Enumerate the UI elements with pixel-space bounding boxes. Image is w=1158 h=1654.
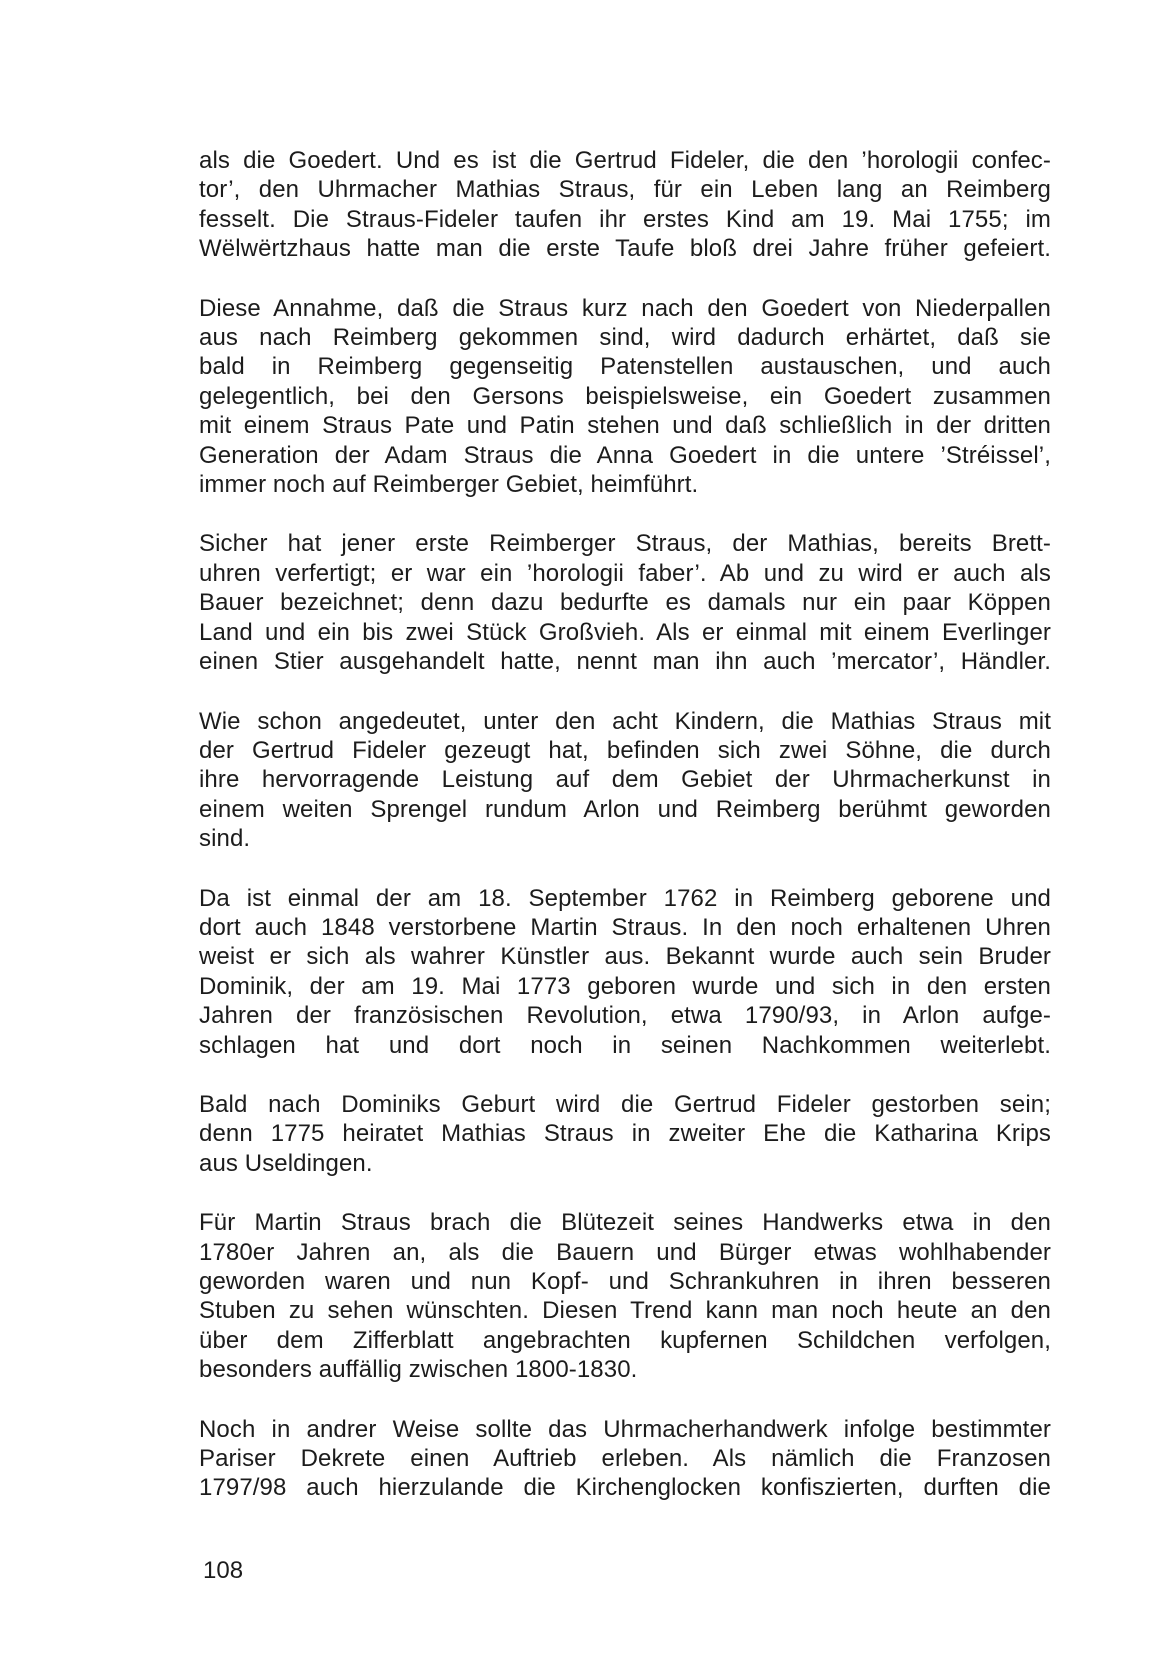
text-line: tor’, den Uhrmacher Mathias Straus, für ein Leben lang an Reimberg — [199, 176, 1051, 204]
text-line: immer noch auf Reimberger Gebiet, heimführt. — [199, 471, 699, 499]
text-line: weist er sich als wahrer Künstler aus. Bekannt wurde auch sein Bruder — [199, 943, 1051, 971]
text-line: sind. — [199, 825, 251, 853]
paragraph-6 — [199, 1090, 1051, 1178]
text-line: der Gertrud Fideler gezeugt hat, befinden sich zwei Söhne, die durch — [199, 736, 1051, 764]
text-line: geworden waren und nun Kopf- und Schrankuhren in ihren besseren — [199, 1268, 1051, 1295]
text-line: Dominik, der am 19. Mai 1773 geboren wurde und sich in den ersten — [199, 972, 1051, 1000]
paragraph-1 — [199, 146, 1051, 264]
text-line: über dem Zifferblatt angebrachten kupfernen Schildchen verfolgen, — [199, 1326, 1051, 1354]
paragraph-2 — [199, 294, 1051, 500]
text-line: Sicher hat jener erste Reimberger Straus, der Mathias, bereits Brett- — [199, 530, 1051, 558]
body-text — [199, 146, 1051, 1533]
text-line: Diese Annahme, daß die Straus kurz nach den Goedert von Niederpallen — [199, 294, 1051, 322]
text-line: einem weiten Sprengel rundum Arlon und Reimberg berühmt geworden — [199, 795, 1051, 823]
text-line: Jahren der französischen Revolution, etwa 1790/93, in Arlon aufge- — [199, 1002, 1051, 1030]
text-line: einen Stier ausgehandelt hatte, nennt man ihn auch ’mercator’, Händler. — [199, 648, 1051, 676]
paragraph-3 — [199, 529, 1051, 676]
text-line: dort auch 1848 verstorbene Martin Straus. In den noch erhaltenen Uhren — [199, 913, 1051, 941]
page-number: 108 — [203, 1557, 244, 1584]
text-line: aus Useldingen. — [199, 1149, 373, 1177]
text-line: Bald nach Dominiks Geburt wird die Gertrud Fideler gestorben sein; — [199, 1090, 1051, 1118]
text-line: Bauer bezeichnet; denn dazu bedurfte es damals nur ein paar Köppen — [199, 589, 1051, 617]
text-line: Wie schon angedeutet, unter den acht Kindern, die Mathias Straus mit — [199, 707, 1051, 735]
text-line: fesselt. Die Straus-Fideler taufen ihr erstes Kind am 19. Mai 1755; im — [199, 205, 1051, 233]
text-line: Stuben zu sehen wünschten. Diesen Trend kann man noch heute an den — [199, 1297, 1051, 1325]
text-line: Land und ein bis zwei Stück Großvieh. Als er einmal mit einem Everlinger — [199, 618, 1051, 646]
paragraph-5 — [199, 884, 1051, 1060]
text-line: schlagen hat und dort noch in seinen Nachkommen weiterlebt. — [199, 1031, 1051, 1059]
text-line: uhren verfertigt; er war ein ’horologii faber’. Ab und zu wird er auch als — [199, 559, 1051, 587]
text-line: gelegentlich, bei den Gersons beispielsweise, ein Goedert zusammen — [199, 382, 1051, 410]
text-line: bald in Reimberg gegenseitig Patenstellen austauschen, und auch — [199, 353, 1051, 381]
text-line: mit einem Straus Pate und Patin stehen und daß schließlich in der dritten — [199, 412, 1051, 440]
paragraph-4 — [199, 707, 1051, 854]
paragraph-7 — [199, 1208, 1051, 1384]
text-line: Für Martin Straus brach die Blütezeit seines Handwerks etwa in den — [199, 1209, 1051, 1237]
text-line: als die Goedert. Und es ist die Gertrud Fideler, die den ’horologii confec- — [199, 147, 1051, 174]
text-line: Pariser Dekrete einen Auftrieb erleben. Als nämlich die Franzosen — [199, 1445, 1051, 1473]
text-line: ihre hervorragende Leistung auf dem Gebiet der Uhrmacherkunst in — [199, 766, 1051, 794]
text-line: denn 1775 heiratet Mathias Straus in zweiter Ehe die Katharina Krips — [199, 1120, 1051, 1148]
text-line: Da ist einmal der am 18. September 1762 in Reimberg geborene und — [199, 884, 1051, 912]
paragraph-8 — [199, 1415, 1051, 1503]
text-line: besonders auffällig zwischen 1800-1830. — [199, 1356, 638, 1384]
text-line: aus nach Reimberg gekommen sind, wird dadurch erhärtet, daß sie — [199, 324, 1051, 352]
text-line: Wëlwërtzhaus hatte man die erste Taufe bloß drei Jahre früher gefeiert. — [199, 235, 1051, 263]
text-line: Noch in andrer Weise sollte das Uhrmacherhandwerk infolge bestimmter — [199, 1415, 1051, 1443]
text-line: Generation der Adam Straus die Anna Goedert in die untere ’Stréissel’, — [199, 441, 1051, 469]
text-line: 1780er Jahren an, als die Bauern und Bürger etwas wohlhabender — [199, 1238, 1051, 1266]
text-line: 1797/98 auch hierzulande die Kirchenglocken konfiszierten, durften die — [199, 1474, 1051, 1502]
